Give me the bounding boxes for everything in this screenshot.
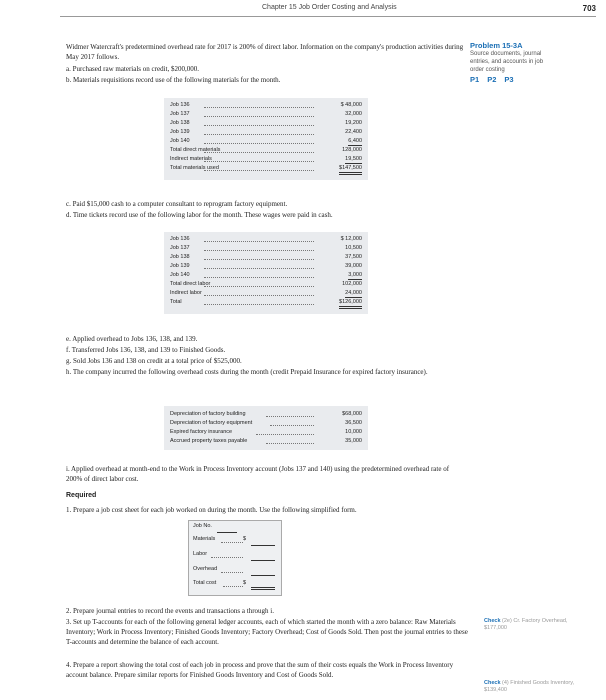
row-label: Job 139 xyxy=(170,263,190,269)
check-figure-1 xyxy=(484,618,584,632)
table-row xyxy=(170,110,362,118)
row-label: Total direct materials xyxy=(170,147,221,153)
row-label: Depreciation of factory equipment xyxy=(170,420,253,426)
row-value: $ 12,000 xyxy=(340,236,362,242)
form-label: Labor xyxy=(193,551,208,557)
form-label: Job No. xyxy=(193,523,212,529)
check-text: (2e) Cr. Factory Overhead, $177,000 xyxy=(484,618,568,631)
row-value: 6,400 xyxy=(348,138,362,144)
row-value: 102,000 xyxy=(342,281,362,287)
form-row-overhead xyxy=(193,566,277,578)
row-value: $147,500 xyxy=(339,164,362,175)
row-value: 128,000 xyxy=(342,147,362,153)
dollar-sign: $ xyxy=(243,580,247,586)
row-label: Total direct labor xyxy=(170,281,211,287)
table-row xyxy=(170,244,362,252)
form-label: Materials xyxy=(193,536,216,542)
materials-table xyxy=(164,98,368,180)
row-label: Job 137 xyxy=(170,245,190,251)
item-h: h. The company incurred the following overhead costs during the month (credit Prepaid Insurance for expired factory insurance). xyxy=(66,368,428,376)
row-label: Indirect materials xyxy=(170,156,212,162)
item-e: e. Applied overhead to Jobs 136, 138, and 139. xyxy=(66,335,198,343)
row-label: Expired factory insurance xyxy=(170,429,233,435)
row-label: Job 136 xyxy=(170,102,190,108)
row-value: 10,000 xyxy=(345,429,362,435)
check-text: (4) Finished Goods Inventory, $139,400 xyxy=(484,680,575,693)
item-b: b. Materials requisitions record use of the following materials for the month. xyxy=(66,76,281,84)
check-label: Check xyxy=(484,618,501,624)
form-row-total xyxy=(193,580,277,592)
row-label: Depreciation of factory building xyxy=(170,411,246,417)
row-value: $ 48,000 xyxy=(340,102,362,108)
row-value: $126,000 xyxy=(339,298,362,309)
intro-text: Widmer Watercraft's predetermined overhead rate for 2017 is 200% of direct labor. Information on the company's production activities during May 2017 follows. xyxy=(66,43,464,61)
table-row xyxy=(170,128,362,136)
table-row xyxy=(170,253,362,261)
required-4: 4. Prepare a report showing the total cost of each job in process and prove that the sum of their costs equals the Work in Process Inventory account balance. Prepare similar reports for Finished Goods Inventory and Cost of Goods Sold. xyxy=(66,661,454,679)
item-a: a. Purchased raw materials on credit, $200,000. xyxy=(66,65,199,73)
row-label: Total materials used xyxy=(170,165,219,171)
goal-badge: P1 xyxy=(470,75,480,84)
table-row xyxy=(170,298,362,306)
dollar-sign: $ xyxy=(243,536,247,542)
table-row xyxy=(170,262,362,270)
form-label: Overhead xyxy=(193,566,218,572)
row-label: Job 136 xyxy=(170,236,190,242)
form-row-labor xyxy=(193,551,277,563)
learning-goals xyxy=(470,76,600,85)
row-value: 3,000 xyxy=(348,272,362,278)
row-label: Job 138 xyxy=(170,120,190,126)
running-title: Chapter 15 Job Order Costing and Analysis xyxy=(262,4,397,11)
row-value: 35,000 xyxy=(345,438,362,444)
item-c: c. Paid $15,000 cash to a computer consultant to reprogram factory equipment. xyxy=(66,200,288,208)
required-heading: Required xyxy=(66,492,97,499)
row-label: Job 139 xyxy=(170,129,190,135)
row-value: 39,000 xyxy=(345,263,362,269)
row-label: Job 138 xyxy=(170,254,190,260)
header-rule xyxy=(60,16,596,17)
sidebar-line: Source documents, journal xyxy=(470,51,542,57)
required-1: 1. Prepare a job cost sheet for each job worked on during the month. Use the following simplified form. xyxy=(66,506,357,514)
row-value: 32,000 xyxy=(345,111,362,117)
item-g: g. Sold Jobs 136 and 138 on credit at a total price of $525,000. xyxy=(66,357,242,365)
row-value: 10,500 xyxy=(345,245,362,251)
table-row xyxy=(170,164,362,172)
table-row xyxy=(170,119,362,127)
row-label: Job 140 xyxy=(170,272,190,278)
required-2: 2. Prepare journal entries to record the events and transactions a through i. xyxy=(66,607,274,615)
table-row xyxy=(170,289,362,297)
row-label: Accrued property taxes payable xyxy=(170,438,248,444)
goal-badge: P2 xyxy=(487,75,497,84)
problem-sidebar xyxy=(470,42,600,85)
problem-title: Problem 15-3A xyxy=(470,41,523,50)
job-cost-form xyxy=(188,520,282,596)
row-label: Total xyxy=(170,299,182,305)
form-row-job-no xyxy=(193,523,277,535)
sidebar-line: order costing xyxy=(470,67,505,73)
table-row xyxy=(170,101,362,109)
page-number: 703 xyxy=(582,4,596,13)
table-row xyxy=(170,146,362,154)
row-value: 36,500 xyxy=(345,420,362,426)
row-value: 19,500 xyxy=(345,156,362,162)
table-row xyxy=(170,410,362,418)
row-value: $68,000 xyxy=(342,411,362,417)
table-row xyxy=(170,428,362,436)
table-row xyxy=(170,137,362,145)
goal-badge: P3 xyxy=(504,75,514,84)
row-label: Job 137 xyxy=(170,111,190,117)
row-value: 22,400 xyxy=(345,129,362,135)
row-value: 19,200 xyxy=(345,120,362,126)
table-row xyxy=(170,271,362,279)
row-label: Job 140 xyxy=(170,138,190,144)
form-label: Total cost xyxy=(193,580,217,586)
row-value: 37,500 xyxy=(345,254,362,260)
table-row xyxy=(170,419,362,427)
check-label: Check xyxy=(484,680,501,686)
table-row xyxy=(170,280,362,288)
table-row xyxy=(170,437,362,445)
item-i: i. Applied overhead at month-end to the Work in Process Inventory account (Jobs 137 and 140) using the predetermined overhead rate of 200% of direct labor cost. xyxy=(66,465,450,483)
table-row xyxy=(170,235,362,243)
table-row xyxy=(170,155,362,163)
required-3: 3. Set up T-accounts for each of the following general ledger accounts, each of which started the month with a zero balance: Raw Materials Inventory; Work in Process Inventory; Finished Goods Inventory; Factory Overhead; Cost of Goods Sold. Then post the journal entries to these T-accounts and determine the balance of each account. xyxy=(66,618,468,646)
row-label: Indirect labor xyxy=(170,290,202,296)
check-figure-2 xyxy=(484,680,584,694)
form-row-materials xyxy=(193,536,277,548)
labor-table xyxy=(164,232,368,314)
row-value: 24,000 xyxy=(345,290,362,296)
item-f: f. Transferred Jobs 136, 138, and 139 to Finished Goods. xyxy=(66,346,226,354)
sidebar-line: entries, and accounts in job xyxy=(470,59,544,65)
item-d: d. Time tickets record use of the following labor for the month. These wages were paid in cash. xyxy=(66,211,333,219)
overhead-table xyxy=(164,406,368,450)
